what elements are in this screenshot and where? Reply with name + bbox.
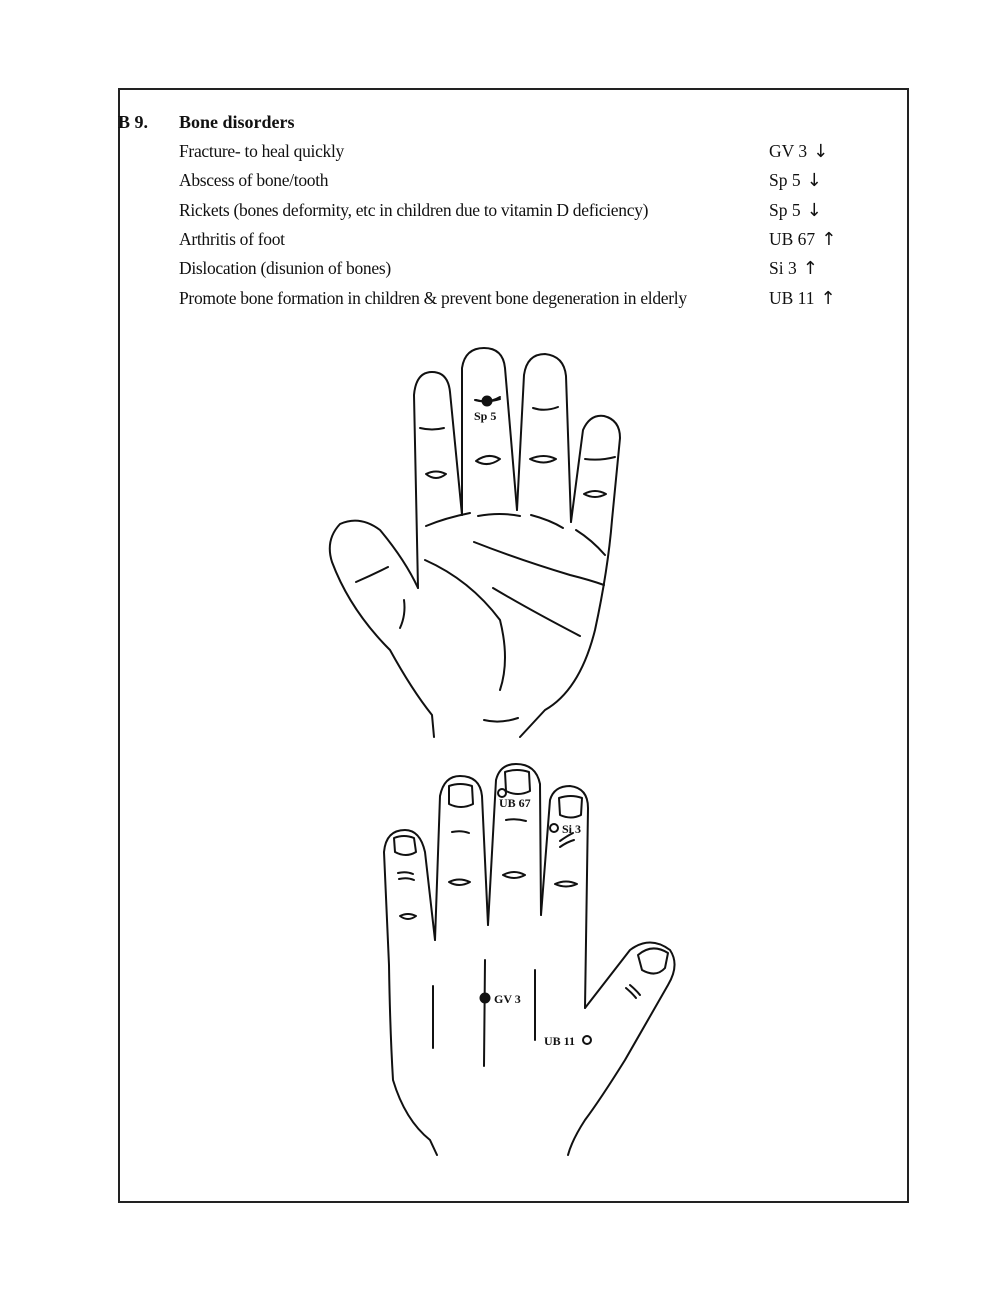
condition-row-5: Dislocation (disunion of bones)	[179, 258, 391, 278]
knuckle-crease	[452, 831, 469, 833]
point-code: UB 11	[769, 288, 815, 308]
si3-point-icon	[550, 824, 558, 832]
down-arrow-icon: ↓	[806, 170, 822, 191]
section-title: Bone disorders	[179, 112, 295, 132]
gv3-label: GV 3	[494, 992, 521, 1006]
up-arrow-icon: ↑	[821, 229, 837, 250]
knuckle-crease	[400, 914, 416, 919]
knuckle-crease	[398, 872, 414, 880]
knuckle-crease	[506, 819, 526, 821]
gv3-point-icon	[481, 994, 490, 1003]
up-arrow-icon: ↑	[802, 258, 818, 279]
nail	[638, 948, 668, 973]
back-index-finger	[541, 786, 588, 1008]
down-arrow-icon: ↓	[813, 141, 829, 162]
point-code: Si 3	[769, 258, 797, 278]
condition-row-3: Rickets (bones deformity, etc in children due to vitamin D deficiency)	[179, 200, 649, 220]
knuckle-crease	[449, 880, 470, 886]
nail	[394, 836, 416, 855]
section-number: B 9.	[118, 112, 149, 132]
tendon-line	[484, 960, 485, 1066]
nail	[505, 770, 530, 794]
point-code: UB 67	[769, 229, 816, 249]
point-code: GV 3	[769, 141, 808, 161]
condition-row-1: Fracture- to heal quickly	[179, 141, 345, 161]
condition-row-2: Abscess of bone/tooth	[179, 170, 329, 190]
si3-label: Si 3	[562, 822, 582, 836]
back-thumb	[568, 943, 675, 1156]
knuckle-crease	[626, 985, 640, 998]
down-arrow-icon: ↓	[806, 200, 822, 221]
back-ring-finger	[435, 776, 488, 940]
point-code: Sp 5	[769, 200, 801, 220]
up-arrow-icon: ↑	[820, 288, 836, 309]
back-middle-finger	[488, 764, 541, 925]
knuckle-crease	[555, 882, 577, 887]
point-code: Sp 5	[769, 170, 801, 190]
nail	[449, 784, 473, 807]
ub11-label: UB 11	[544, 1034, 576, 1048]
condition-row-4: Arthritis of foot	[179, 229, 285, 249]
knuckle-crease	[503, 872, 525, 878]
condition-row-6: Promote bone formation in children & prevent bone degeneration in elderly	[179, 288, 687, 308]
sp5-label: Sp 5	[474, 409, 497, 423]
nail	[559, 796, 582, 818]
ub67-label: UB 67	[499, 796, 531, 810]
ub11-point-icon	[583, 1036, 591, 1044]
